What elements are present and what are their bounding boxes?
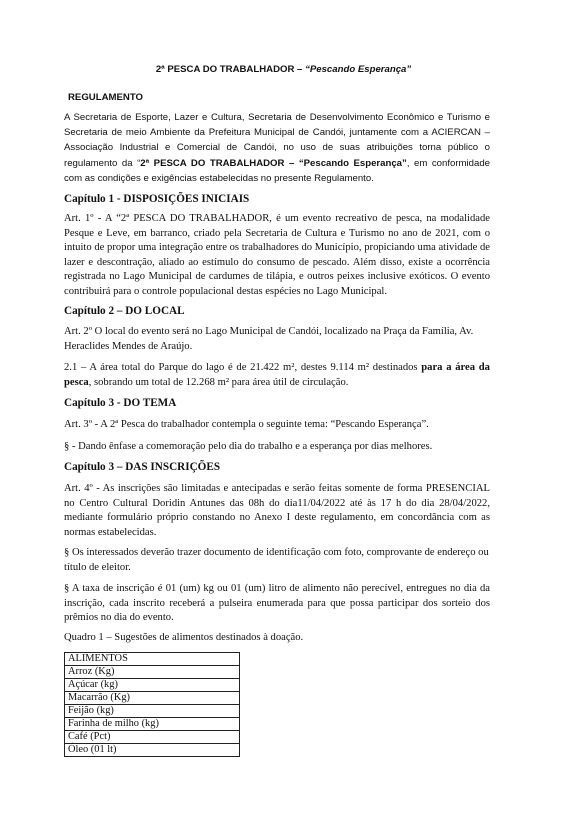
intro-paragraph — [64, 110, 490, 186]
table-row — [65, 731, 240, 744]
cap3-paragraph: § - Dando ênfase a comemoração pelo dia do trabalho e a esperança por dias melhores. — [64, 441, 433, 452]
table-row — [65, 718, 240, 731]
table-cell: Açúcar (kg) — [65, 679, 240, 692]
p21-text-b: , sobrando um total de 12.268 m² para área útil de circulação. — [88, 376, 349, 388]
document-title — [0, 64, 567, 75]
regulamento-heading: REGULAMENTO — [68, 92, 143, 103]
table-cell: Farinha de milho (kg) — [65, 718, 240, 731]
p21-text-a: 2.1 – A área total do Parque do lago é de 21.422 m², destes 9.114 m² destinados — [64, 362, 422, 373]
title-italic: “Pescando Esperança” — [305, 64, 412, 75]
intro-bold: 2ª PESCA DO TRABALHADOR – “Pescando Esperança” — [140, 157, 407, 169]
table-header-cell: ALIMENTOS — [65, 653, 240, 666]
table-row — [65, 666, 240, 679]
table-row — [65, 692, 240, 705]
table-row — [65, 744, 240, 757]
intro-text-2: , em conformidade com as condições e exigências estabelecidas no presente Regulamento. — [64, 157, 491, 184]
cap3-art3: Art. 3º - A 2ª Pesca do trabalhador contempla o seguinte tema: “Pescando Esperança”. — [64, 419, 429, 430]
cap3-par-taxa: § A taxa de inscrição é 01 (um) kg ou 01 (um) litro de alimento não perecível, entregues no dia da inscrição, cada inscrito receberá a pulseira enumerada para que possa participar dos sorteio dos prêmios no dia do evento. — [64, 583, 490, 624]
cap3-inscricoes-heading: Capítulo 3 – DAS INSCRIÇÕES — [64, 461, 221, 473]
cap1-heading: Capítulo 1 - DISPOSIÇÕES INICIAIS — [64, 193, 250, 205]
intro-text-1: A Secretaria de Esporte, Lazer e Cultura, Secretaria de Desenvolvimento Econômico e Turismo e Secretaria de meio Ambiente da Prefeitura Municipal de Candói, juntamente com a ACIERCAN – Associação Industrial e Comercial de Candói, no uso de suas atribuições torna público o regulamento da “ — [64, 112, 490, 169]
cap2-heading: Capítulo 2 – DO LOCAL — [64, 305, 185, 317]
p21-bold: para a área da pesca — [64, 362, 490, 388]
cap1-art1: Art. 1º - A “2ª PESCA DO TRABALHADOR, é um evento recreativo de pesca, na modalidade Pesque e Leve, em barranco, criado pela Secretaria de Cultura e Turismo no ano de 2021, com o intuito de propor uma integração entre os trabalhadores do Município, propiciando uma atividade de lazer e descontração, aliado ao estímulo do consumo de pescado. Além disso, existe a ocorrência registrada no Lago Municipal de cardumes de tilápia, e outros peixes inclusive exóticos. O evento contribuirá para o controle populacional destas espécies no Lago Municipal. — [64, 213, 490, 297]
quadro-caption: Quadro 1 – Sugestões de alimentos destinados à doação. — [64, 632, 304, 643]
title-main: 2ª PESCA DO TRABALHADOR – — [155, 64, 306, 75]
cap2-art2: Art. 2º O local do evento será no Lago Municipal de Candói, localizado na Praça da Família, Av. Heraclides Mendes de Araújo. — [64, 326, 474, 352]
table-cell: Óleo (01 lt) — [65, 744, 240, 757]
table-cell: Arroz (Kg) — [65, 666, 240, 679]
cap3-par-documento: § Os interessados deverão trazer documento de identificação com foto, comprovante de endereço ou título de eleitor. — [64, 547, 489, 573]
table-cell: Macarrão (Kg) — [65, 692, 240, 705]
cap3-art4: Art. 4º - As inscrições são limitadas e antecipadas e serão feitas somente de forma PRESENCIAL no Centro Cultural Doridin Antunes das 08h do dia11/04/2022 até às 17 h do dia 28/04/2022, mediante formulário próprio constando no Anexo I deste regulamento, em concordância com as normas estabelecidas. — [64, 483, 490, 538]
table-cell: Feijão (kg) — [65, 705, 240, 718]
table-row — [65, 705, 240, 718]
table-cell: Café (Pct) — [65, 731, 240, 744]
table-row — [65, 679, 240, 692]
table-header-row — [65, 653, 240, 666]
alimentos-table — [64, 652, 240, 757]
cap3-tema-heading: Capítulo 3 - DO TEMA — [64, 397, 177, 409]
cap2-p21 — [64, 361, 490, 390]
